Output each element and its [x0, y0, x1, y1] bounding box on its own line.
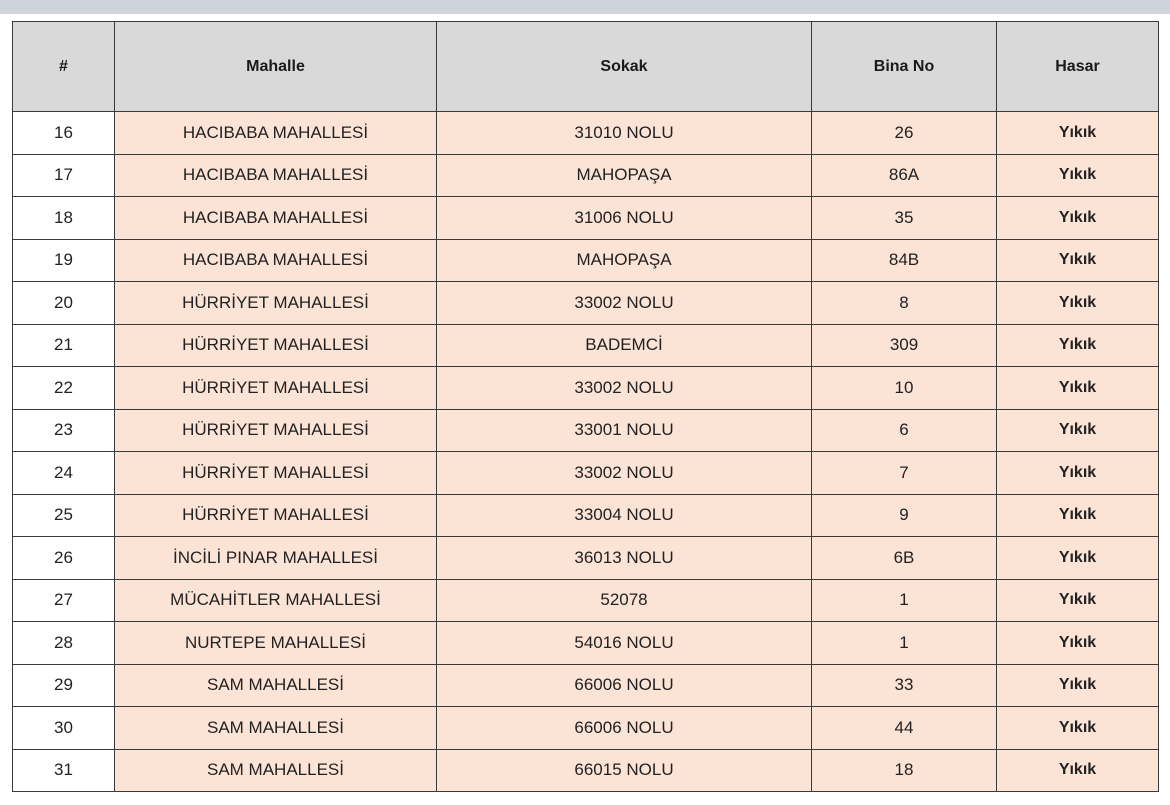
- bina-no-cell: 33: [812, 664, 997, 707]
- mahalle-cell: İNCİLİ PINAR MAHALLESİ: [115, 537, 437, 580]
- sokak-cell: 52078: [437, 579, 812, 622]
- damage-table: [12, 21, 1159, 792]
- row-number: 21: [13, 324, 115, 367]
- table-row: [13, 282, 1159, 325]
- sokak-cell: 33002 NOLU: [437, 452, 812, 495]
- sokak-cell: 54016 NOLU: [437, 622, 812, 665]
- mahalle-cell: HACIBABA MAHALLESİ: [115, 239, 437, 282]
- mahalle-cell: SAM MAHALLESİ: [115, 707, 437, 750]
- table-row: [13, 112, 1159, 155]
- sokak-cell: 36013 NOLU: [437, 537, 812, 580]
- table-row: [13, 537, 1159, 580]
- bina-no-cell: 6: [812, 409, 997, 452]
- hasar-cell: Yıkık: [997, 494, 1159, 537]
- row-number: 31: [13, 749, 115, 792]
- bina-no-cell: 10: [812, 367, 997, 410]
- sokak-cell: 31010 NOLU: [437, 112, 812, 155]
- hasar-cell: Yıkık: [997, 579, 1159, 622]
- table-header-row: [13, 22, 1159, 112]
- mahalle-cell: NURTEPE MAHALLESİ: [115, 622, 437, 665]
- row-number: 28: [13, 622, 115, 665]
- bina-no-cell: 84B: [812, 239, 997, 282]
- table-row: [13, 749, 1159, 792]
- table-row: [13, 367, 1159, 410]
- row-number: 24: [13, 452, 115, 495]
- row-number: 25: [13, 494, 115, 537]
- header-number: #: [13, 22, 115, 112]
- table-row: [13, 154, 1159, 197]
- sokak-cell: 31006 NOLU: [437, 197, 812, 240]
- row-number: 17: [13, 154, 115, 197]
- sokak-cell: 66015 NOLU: [437, 749, 812, 792]
- bina-no-cell: 26: [812, 112, 997, 155]
- table-row: [13, 622, 1159, 665]
- sokak-cell: 66006 NOLU: [437, 707, 812, 750]
- sokak-cell: MAHOPAŞA: [437, 154, 812, 197]
- table-row: [13, 452, 1159, 495]
- hasar-cell: Yıkık: [997, 282, 1159, 325]
- bina-no-cell: 309: [812, 324, 997, 367]
- row-number: 27: [13, 579, 115, 622]
- header-bina-no: Bina No: [812, 22, 997, 112]
- row-number: 23: [13, 409, 115, 452]
- sokak-cell: 33002 NOLU: [437, 282, 812, 325]
- hasar-cell: Yıkık: [997, 154, 1159, 197]
- bina-no-cell: 6B: [812, 537, 997, 580]
- sokak-cell: 33004 NOLU: [437, 494, 812, 537]
- sokak-cell: 33001 NOLU: [437, 409, 812, 452]
- bina-no-cell: 9: [812, 494, 997, 537]
- mahalle-cell: HÜRRİYET MAHALLESİ: [115, 494, 437, 537]
- table-row: [13, 579, 1159, 622]
- row-number: 19: [13, 239, 115, 282]
- bina-no-cell: 8: [812, 282, 997, 325]
- mahalle-cell: HÜRRİYET MAHALLESİ: [115, 452, 437, 495]
- hasar-cell: Yıkık: [997, 324, 1159, 367]
- hasar-cell: Yıkık: [997, 197, 1159, 240]
- hasar-cell: Yıkık: [997, 707, 1159, 750]
- row-number: 30: [13, 707, 115, 750]
- hasar-cell: Yıkık: [997, 537, 1159, 580]
- table-row: [13, 707, 1159, 750]
- bina-no-cell: 7: [812, 452, 997, 495]
- row-number: 20: [13, 282, 115, 325]
- bina-no-cell: 18: [812, 749, 997, 792]
- row-number: 18: [13, 197, 115, 240]
- sokak-cell: 66006 NOLU: [437, 664, 812, 707]
- hasar-cell: Yıkık: [997, 112, 1159, 155]
- hasar-cell: Yıkık: [997, 367, 1159, 410]
- mahalle-cell: SAM MAHALLESİ: [115, 664, 437, 707]
- row-number: 26: [13, 537, 115, 580]
- bina-no-cell: 44: [812, 707, 997, 750]
- bina-no-cell: 86A: [812, 154, 997, 197]
- mahalle-cell: SAM MAHALLESİ: [115, 749, 437, 792]
- mahalle-cell: HACIBABA MAHALLESİ: [115, 112, 437, 155]
- top-strip: [0, 0, 1170, 14]
- sokak-cell: MAHOPAŞA: [437, 239, 812, 282]
- bina-no-cell: 1: [812, 579, 997, 622]
- mahalle-cell: HACIBABA MAHALLESİ: [115, 197, 437, 240]
- mahalle-cell: MÜCAHİTLER MAHALLESİ: [115, 579, 437, 622]
- table-row: [13, 664, 1159, 707]
- row-number: 29: [13, 664, 115, 707]
- mahalle-cell: HÜRRİYET MAHALLESİ: [115, 324, 437, 367]
- header-sokak: Sokak: [437, 22, 812, 112]
- hasar-cell: Yıkık: [997, 622, 1159, 665]
- mahalle-cell: HÜRRİYET MAHALLESİ: [115, 282, 437, 325]
- mahalle-cell: HÜRRİYET MAHALLESİ: [115, 409, 437, 452]
- header-mahalle: Mahalle: [115, 22, 437, 112]
- hasar-cell: Yıkık: [997, 749, 1159, 792]
- row-number: 16: [13, 112, 115, 155]
- table-row: [13, 239, 1159, 282]
- bina-no-cell: 35: [812, 197, 997, 240]
- table-row: [13, 494, 1159, 537]
- header-hasar: Hasar: [997, 22, 1159, 112]
- row-number: 22: [13, 367, 115, 410]
- sokak-cell: 33002 NOLU: [437, 367, 812, 410]
- hasar-cell: Yıkık: [997, 239, 1159, 282]
- hasar-cell: Yıkık: [997, 409, 1159, 452]
- damage-table-container: [12, 21, 1158, 792]
- table-row: [13, 409, 1159, 452]
- hasar-cell: Yıkık: [997, 452, 1159, 495]
- table-row: [13, 324, 1159, 367]
- hasar-cell: Yıkık: [997, 664, 1159, 707]
- table-body: [13, 112, 1159, 792]
- mahalle-cell: HÜRRİYET MAHALLESİ: [115, 367, 437, 410]
- table-row: [13, 197, 1159, 240]
- sokak-cell: BADEMCİ: [437, 324, 812, 367]
- bina-no-cell: 1: [812, 622, 997, 665]
- mahalle-cell: HACIBABA MAHALLESİ: [115, 154, 437, 197]
